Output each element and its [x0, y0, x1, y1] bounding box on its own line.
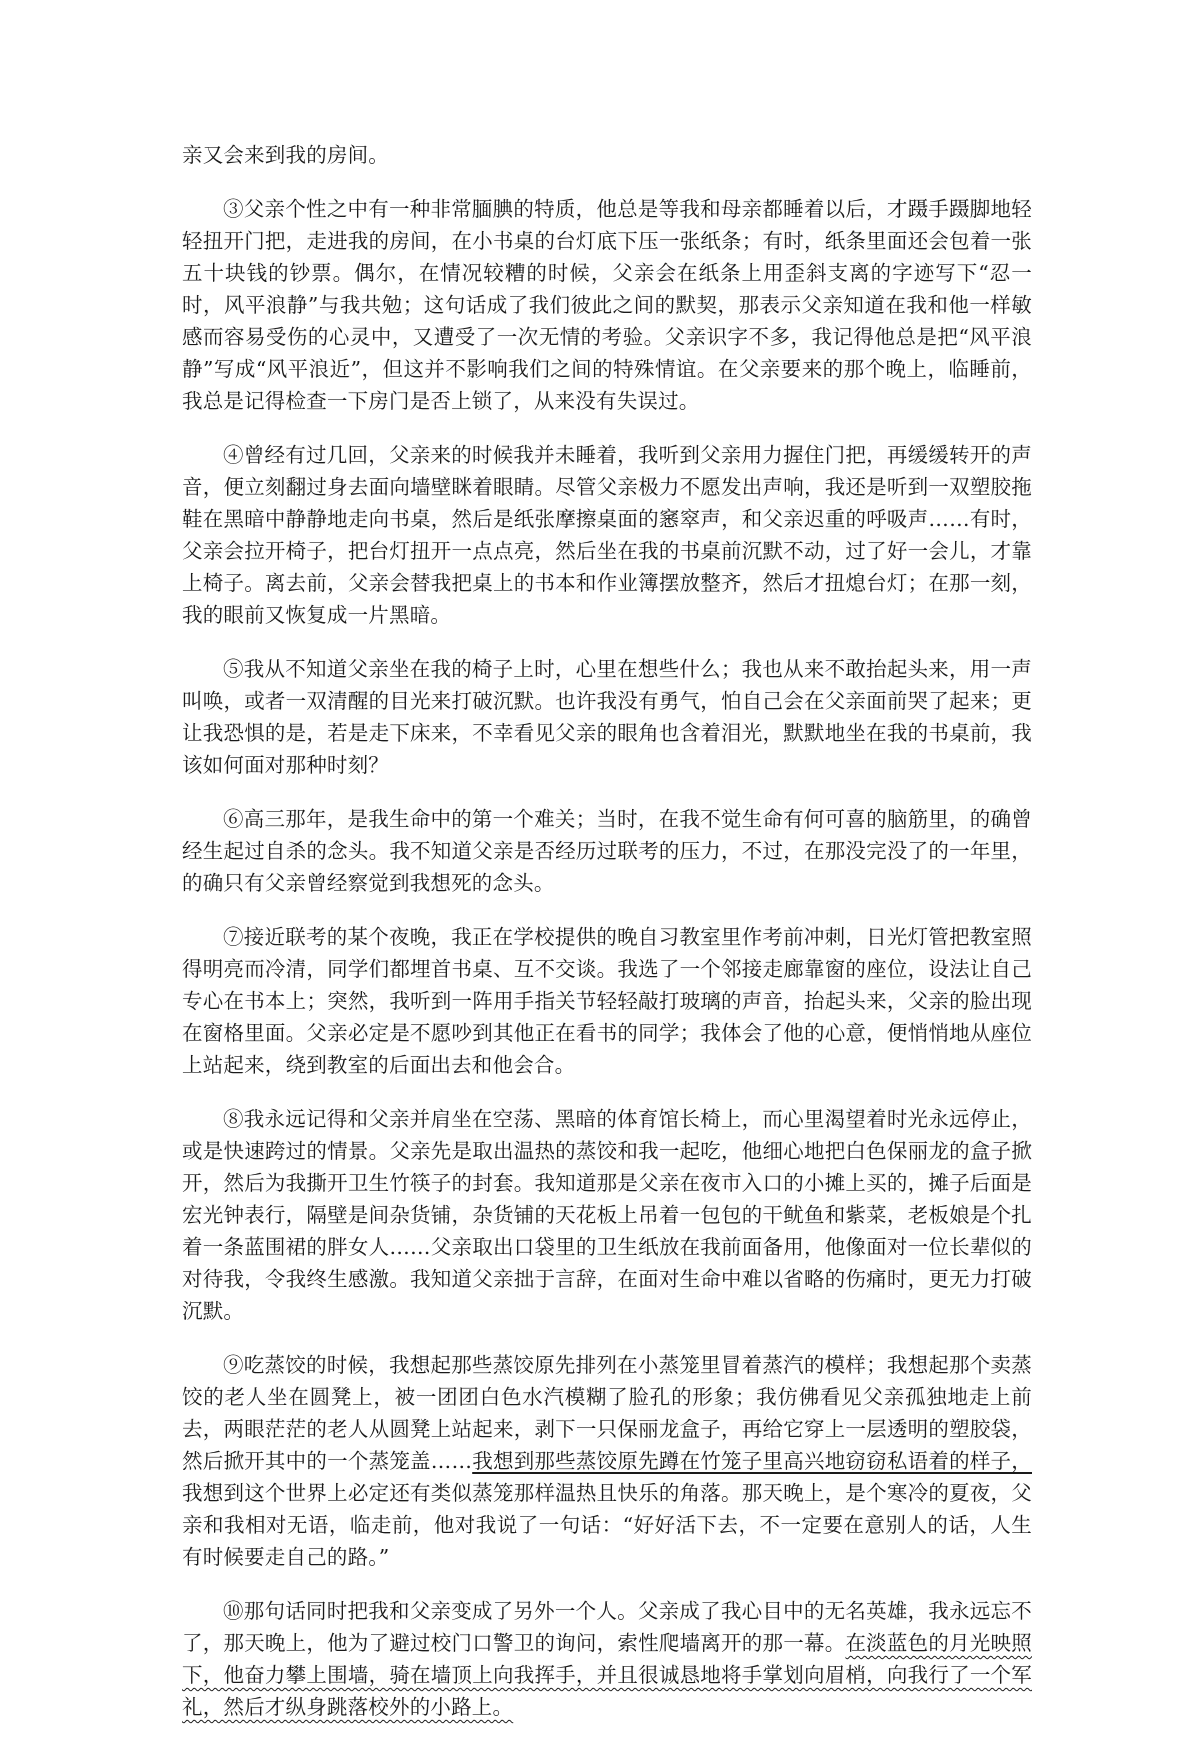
paragraph-9-text-b: 我想到这个世界上必定还有类似蒸笼那样温热且快乐的角落。那天晚上，是个寒冷的夏夜，父亲和我相对无语，临走前，他对我说了一句话：“好好活下去，不一定要在意别人的话，人生有时候要走自己的路。” — [182, 1481, 1032, 1569]
wavy-underlined-passage: 在淡蓝色的月光映照下，他奋力攀上围墙，骑在墙顶上向我挥手，并且很诚恳地将手掌划向眉梢，向我行了一个军礼，然后才纵身跳落校外的小路上。 — [182, 1631, 1032, 1719]
paragraph-5: ⑤我从不知道父亲坐在我的椅子上时，心里在想些什么；我也从来不敢抬起头来，用一声叫唤，或者一双清醒的目光来打破沉默。也许我没有勇气，怕自己会在父亲面前哭了起来；更让我恐惧的是，若是走下床来，不幸看见父亲的眼角也含着泪光，默默地坐在我的书桌前，我该如何面对那种时刻？ — [182, 657, 1032, 777]
paragraph-9 — [182, 1349, 1032, 1573]
paragraph-6: ⑥高三那年，是我生命中的第一个难关；当时，在我不觉生命有何可喜的脑筋里，的确曾经生起过自杀的念头。我不知道父亲是否经历过联考的压力，不过，在那没完没了的一年里，的确只有父亲曾经察觉到我想死的念头。 — [182, 807, 1032, 895]
document-page — [182, 139, 1032, 1745]
paragraph-9-text-a: ⑨吃蒸饺的时候，我想起那些蒸饺原先排列在小蒸笼里冒着蒸汽的模样；我想起那个卖蒸饺的老人坐在圆凳上，被一团团白色水汽模糊了脸孔的形象；我仿佛看见父亲孤独地走上前去，两眼茫茫的老人从圆凳上站起来，剥下一只保丽龙盒子，再给它穿上一层透明的塑胶袋，然后掀开其中的一个蒸笼盖…… — [182, 1353, 1032, 1473]
paragraph-continued: 亲又会来到我的房间。 — [182, 143, 389, 167]
paragraph-10 — [182, 1595, 1032, 1723]
paragraph-8: ⑧我永远记得和父亲并肩坐在空荡、黑暗的体育馆长椅上，而心里渴望着时光永远停止，或是快速跨过的情景。父亲先是取出温热的蒸饺和我一起吃，他细心地把白色保丽龙的盒子掀开，然后为我撕开卫生竹筷子的封套。我知道那是父亲在夜市入口的小摊上买的，摊子后面是宏光钟表行，隔壁是间杂货铺，杂货铺的天花板上吊着一包包的干鱿鱼和紫菜，老板娘是个扎着一条蓝围裙的胖女人……父亲取出口袋里的卫生纸放在我前面备用，他像面对一位长辈似的对待我，令我终生感激。我知道父亲拙于言辞，在面对生命中难以省略的伤痛时，更无力打破沉默。 — [182, 1107, 1032, 1323]
paragraph-4: ④曾经有过几回，父亲来的时候我并未睡着，我听到父亲用力握住门把，再缓缓转开的声音，便立刻翻过身去面向墙壁眯着眼睛。尽管父亲极力不愿发出声响，我还是听到一双塑胶拖鞋在黑暗中静静地走向书桌，然后是纸张摩擦桌面的窸窣声，和父亲迟重的呼吸声……有时，父亲会拉开椅子，把台灯扭开一点点亮，然后坐在我的书桌前沉默不动，过了好一会儿，才靠上椅子。离去前，父亲会替我把桌上的书本和作业簿摆放整齐，然后才扭熄台灯；在那一刻，我的眼前又恢复成一片黑暗。 — [182, 443, 1032, 627]
paragraph-7: ⑦接近联考的某个夜晚，我正在学校提供的晚自习教室里作考前冲刺，日光灯管把教室照得明亮而冷清，同学们都埋首书桌、互不交谈。我选了一个邻接走廊靠窗的座位，设法让自己专心在书本上；突然，我听到一阵用手指关节轻轻敲打玻璃的声音，抬起头来，父亲的脸出现在窗格里面。父亲必定是不愿吵到其他正在看书的同学；我体会了他的心意，便悄悄地从座位上站起来，绕到教室的后面出去和他会合。 — [182, 925, 1032, 1077]
paragraph-3: ③父亲个性之中有一种非常腼腆的特质，他总是等我和母亲都睡着以后，才蹑手蹑脚地轻轻扭开门把，走进我的房间，在小书桌的台灯底下压一张纸条；有时，纸条里面还会包着一张五十块钱的钞票。偶尔，在情况较糟的时候，父亲会在纸条上用歪斜支离的字迹写下“忍一时，风平浪静”与我共勉；这句话成了我们彼此之间的默契，那表示父亲知道在我和他一样敏感而容易受伤的心灵中，又遭受了一次无情的考验。父亲识字不多，我记得他总是把“风平浪静”写成“风平浪近”，但这并不影响我们之间的特殊情谊。在父亲要来的那个晚上，临睡前，我总是记得检查一下房门是否上锁了，从来没有失误过。 — [182, 197, 1032, 413]
underlined-sentence: 我想到那些蒸饺原先蹲在竹笼子里高兴地窃窃私语着的样子， — [472, 1449, 1032, 1473]
paragraph-10-text-a: ⑩那句话同时把我和父亲变成了另外一个人。父亲成了我心目中的无名英雄，我永远忘不了，那天晚上，他为了避过校门口警卫的询问，索性爬墙离开的那一幕。 — [182, 1599, 1032, 1655]
